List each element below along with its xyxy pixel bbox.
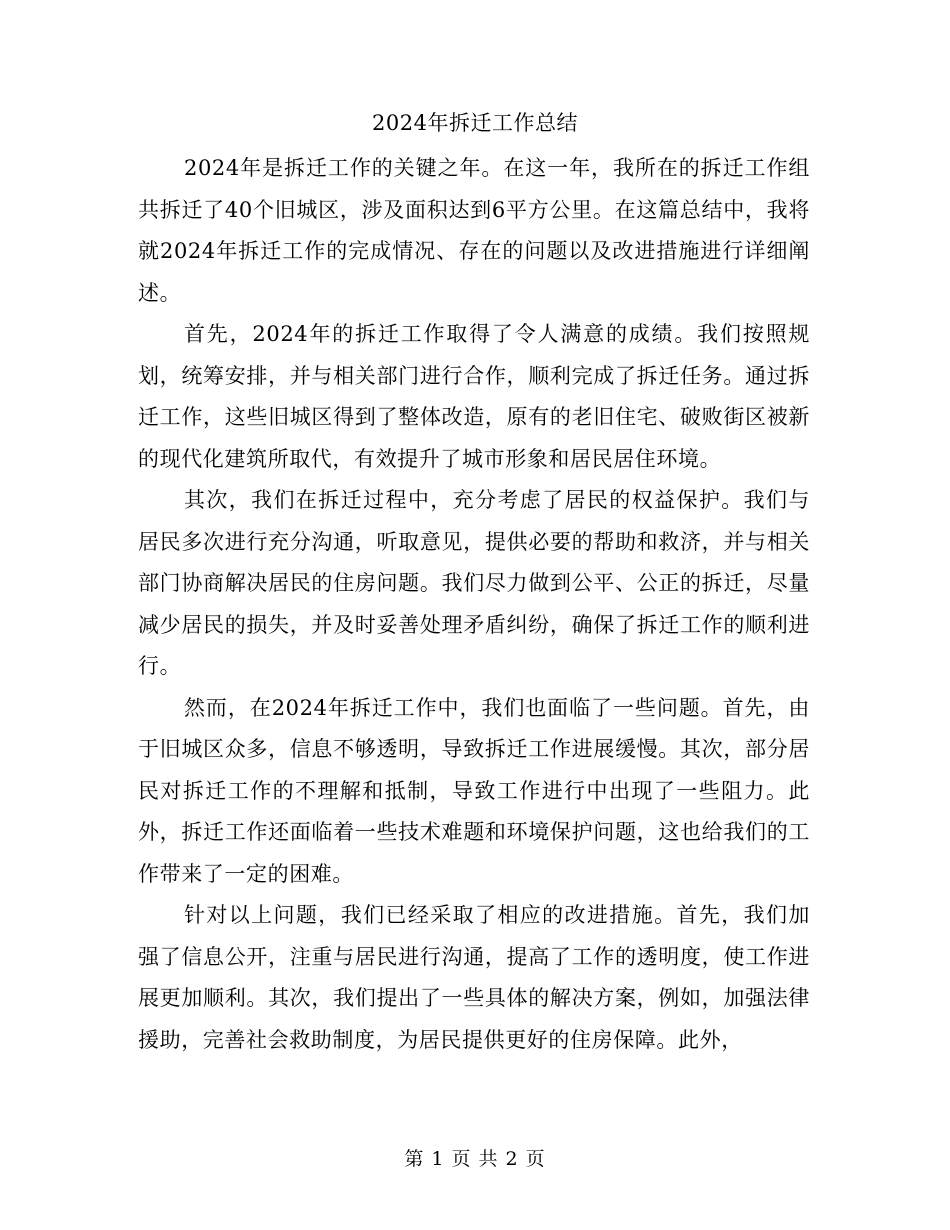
document-body bbox=[138, 148, 810, 1061]
page-number-footer: 第 1 页 共 2 页 bbox=[404, 1148, 546, 1170]
paragraph-3: 其次，我们在拆迁过程中，充分考虑了居民的权益保护。我们与居民多次进行充分沟通，听取意见，提供必要的帮助和救济，并与相关部门协商解决居民的住房问题。我们尽力做到公平、公正的拆迁，尽量减少居民的损失，并及时妥善处理矛盾纠纷，确保了拆迁工作的顺利进行。 bbox=[138, 488, 810, 678]
paragraph-5: 针对以上问题，我们已经采取了相应的改进措施。首先，我们加强了信息公开，注重与居民进行沟通，提高了工作的透明度，使工作进展更加顺利。其次，我们提出了一些具体的解决方案，例如，加强法律援助，完善社会救助制度，为居民提供更好的住房保障。此外， bbox=[138, 903, 810, 1052]
paragraph-1: 2024年是拆迁工作的关键之年。在这一年，我所在的拆迁工作组共拆迁了40个旧城区，涉及面积达到6平方公里。在这篇总结中，我将就2024年拆迁工作的完成情况、存在的问题以及改进措施进行详细阐述。 bbox=[138, 156, 810, 305]
paragraph-2: 首先，2024年的拆迁工作取得了令人满意的成绩。我们按照规划，统筹安排，并与相关部门进行合作，顺利完成了拆迁任务。通过拆迁工作，这些旧城区得到了整体改造，原有的老旧住宅、破败街区被新的现代化建筑所取代，有效提升了城市形象和居民居住环境。 bbox=[138, 322, 810, 471]
paragraph-4: 然而，在2024年拆迁工作中，我们也面临了一些问题。首先，由于旧城区众多，信息不够透明，导致拆迁工作进展缓慢。其次，部分居民对拆迁工作的不理解和抵制，导致工作进行中出现了一些阻力。此外，拆迁工作还面临着一些技术难题和环境保护问题，这也给我们的工作带来了一定的困难。 bbox=[138, 695, 810, 886]
document-title: 2024年拆迁工作总结 bbox=[372, 111, 578, 135]
